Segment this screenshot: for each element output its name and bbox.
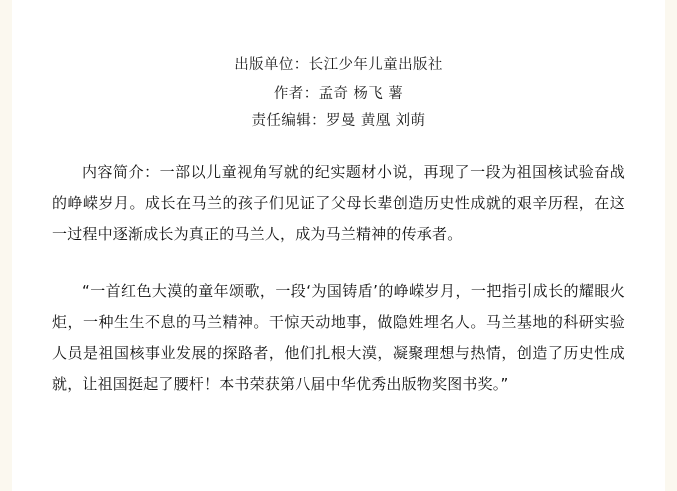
page-right-margin-band — [665, 0, 677, 491]
paragraph-quote: “一首红色大漠的童年颂歌，一段‘为国铸盾’的峥嵘岁月，一把指引成长的耀眼火炬，一种生生不息的马兰精神。干惊天动地事，做隐姓埋名人。马兰基地的科研实验人员是祖国核事业发展的探路者，他们扎根大漠，凝聚理想与热情，创造了历史性成就，让祖国挺起了腰杆！本书荣获第八届中华优秀出版物奖图书奖。” — [52, 282, 625, 393]
editor-line: 责任编辑：罗曼 黄凰 刘萌 — [251, 113, 426, 129]
document-content — [12, 0, 665, 491]
author-line: 作者：孟奇 杨飞 薯 — [273, 86, 404, 102]
document-body — [52, 157, 625, 400]
page-left-margin-band — [0, 0, 12, 491]
paragraph-summary: 内容简介：一部以儿童视角写就的纪实题材小说，再现了一段为祖国核试验奋战的峥嵘岁月。成长在马兰的孩子们见证了父母长辈创造历史性成就的艰辛历程，在这一过程中逐渐成长为真正的马兰人，成为马兰精神的传承者。 — [52, 163, 625, 243]
publisher-line: 出版单位：长江少年儿童出版社 — [234, 57, 443, 73]
publication-metadata — [52, 0, 625, 135]
